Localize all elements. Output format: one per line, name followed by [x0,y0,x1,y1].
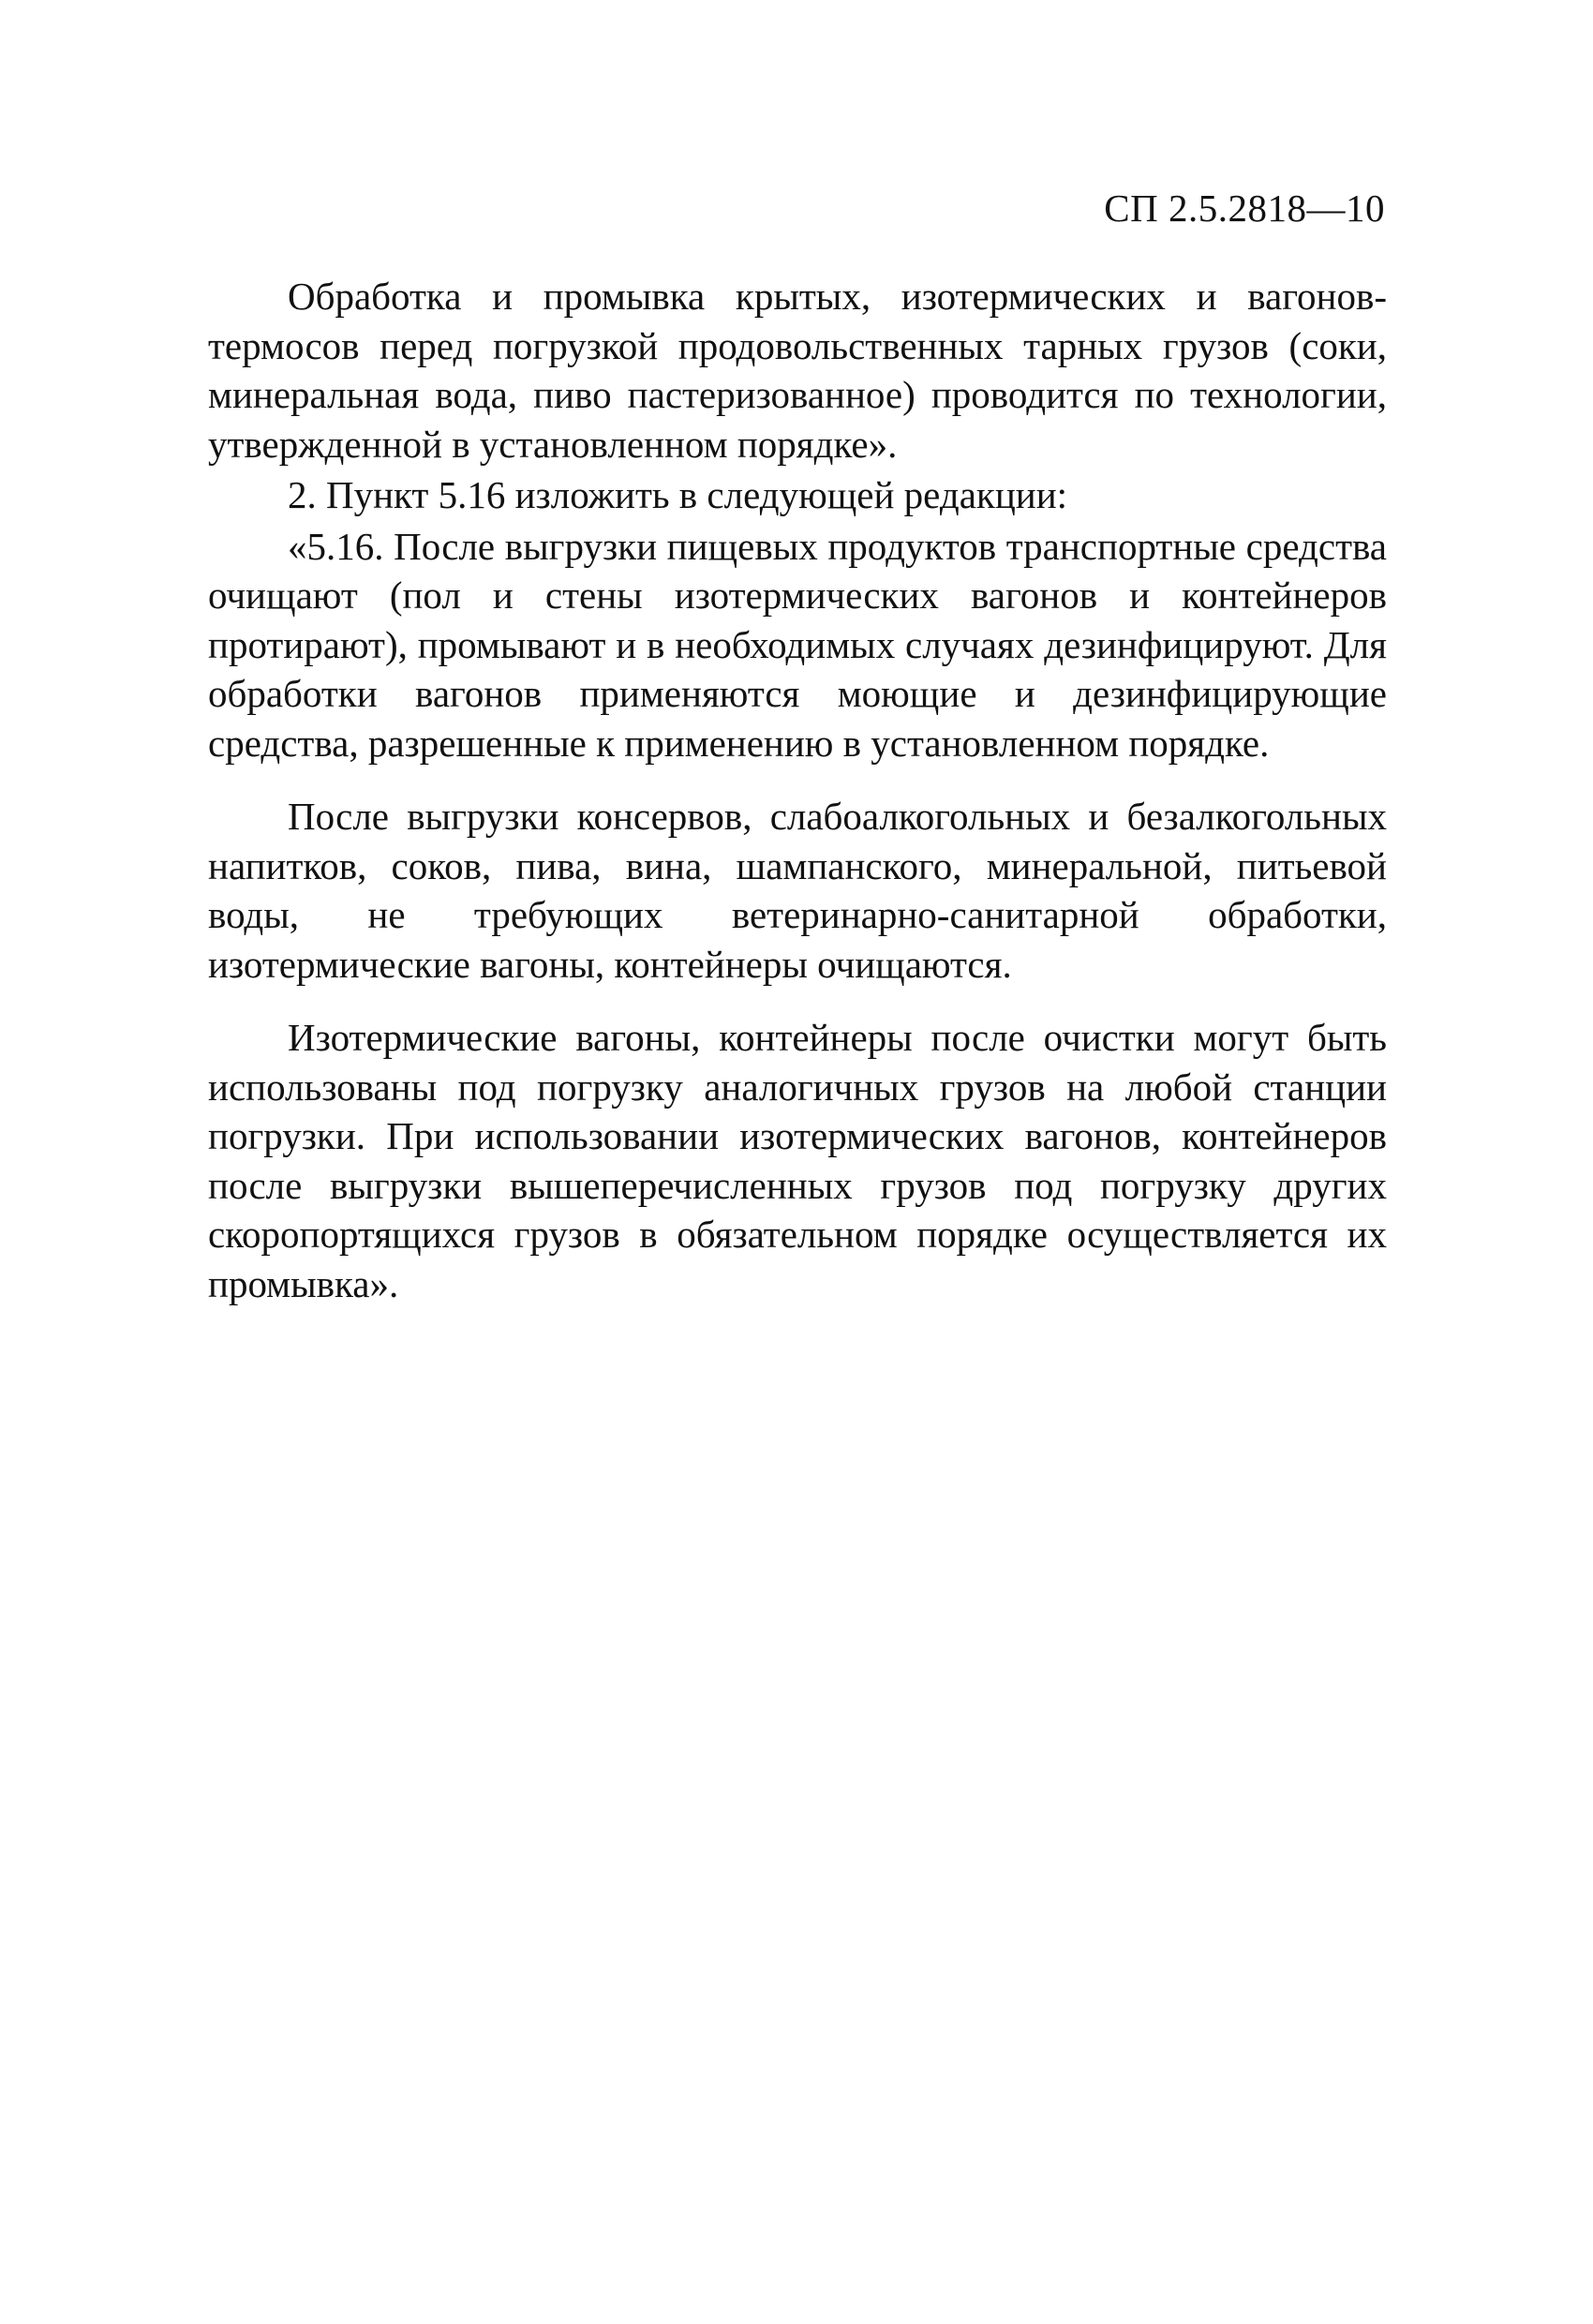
paragraph-isothermal-wagons: Изотермические вагоны, контейнеры после очистки могут быть использованы под погрузку аналогичных грузов на любой станции погрузки. При использовании изотермических вагонов, контейнеров после выгрузки вышеперечисленных грузов под погрузку других скоропортящихся грузов в обязательном порядке осуществляется их промывка». [208,1016,1387,1305]
paragraph-5-16: «5.16. После выгрузки пищевых продуктов транспортные средства очищают (пол и стены изотермических вагонов и контейнеров протирают), промывают и в необходимых случаях дезинфицируют. Для обработки вагонов применяются моющие и дезинфицирующие средства, разрешенные к применению в установленном порядке. [208,524,1387,765]
paragraph-after-unloading: После выгрузки консервов, слабоалкогольных и безалкогольных напитков, соков, пива, вина, шампанского, минеральной, питьевой воды, не требующих ветеринарно-санитарной обработки, изотермические вагоны, контейнеры очищаются. [208,795,1387,986]
paragraph-item-2: 2. Пункт 5.16 изложить в следующей редакции: [288,473,1068,516]
paragraph-processing: Обработка и промывка крытых, изотермических и вагонов-термосов перед погрузкой продовольственных тарных грузов (соки, минеральная вода, пиво пастеризованное) проводится по технологии, утвержденной в установленном порядке». [208,275,1387,466]
document-code: СП 2.5.2818—10 [1104,186,1385,230]
document-body [208,272,1387,1308]
